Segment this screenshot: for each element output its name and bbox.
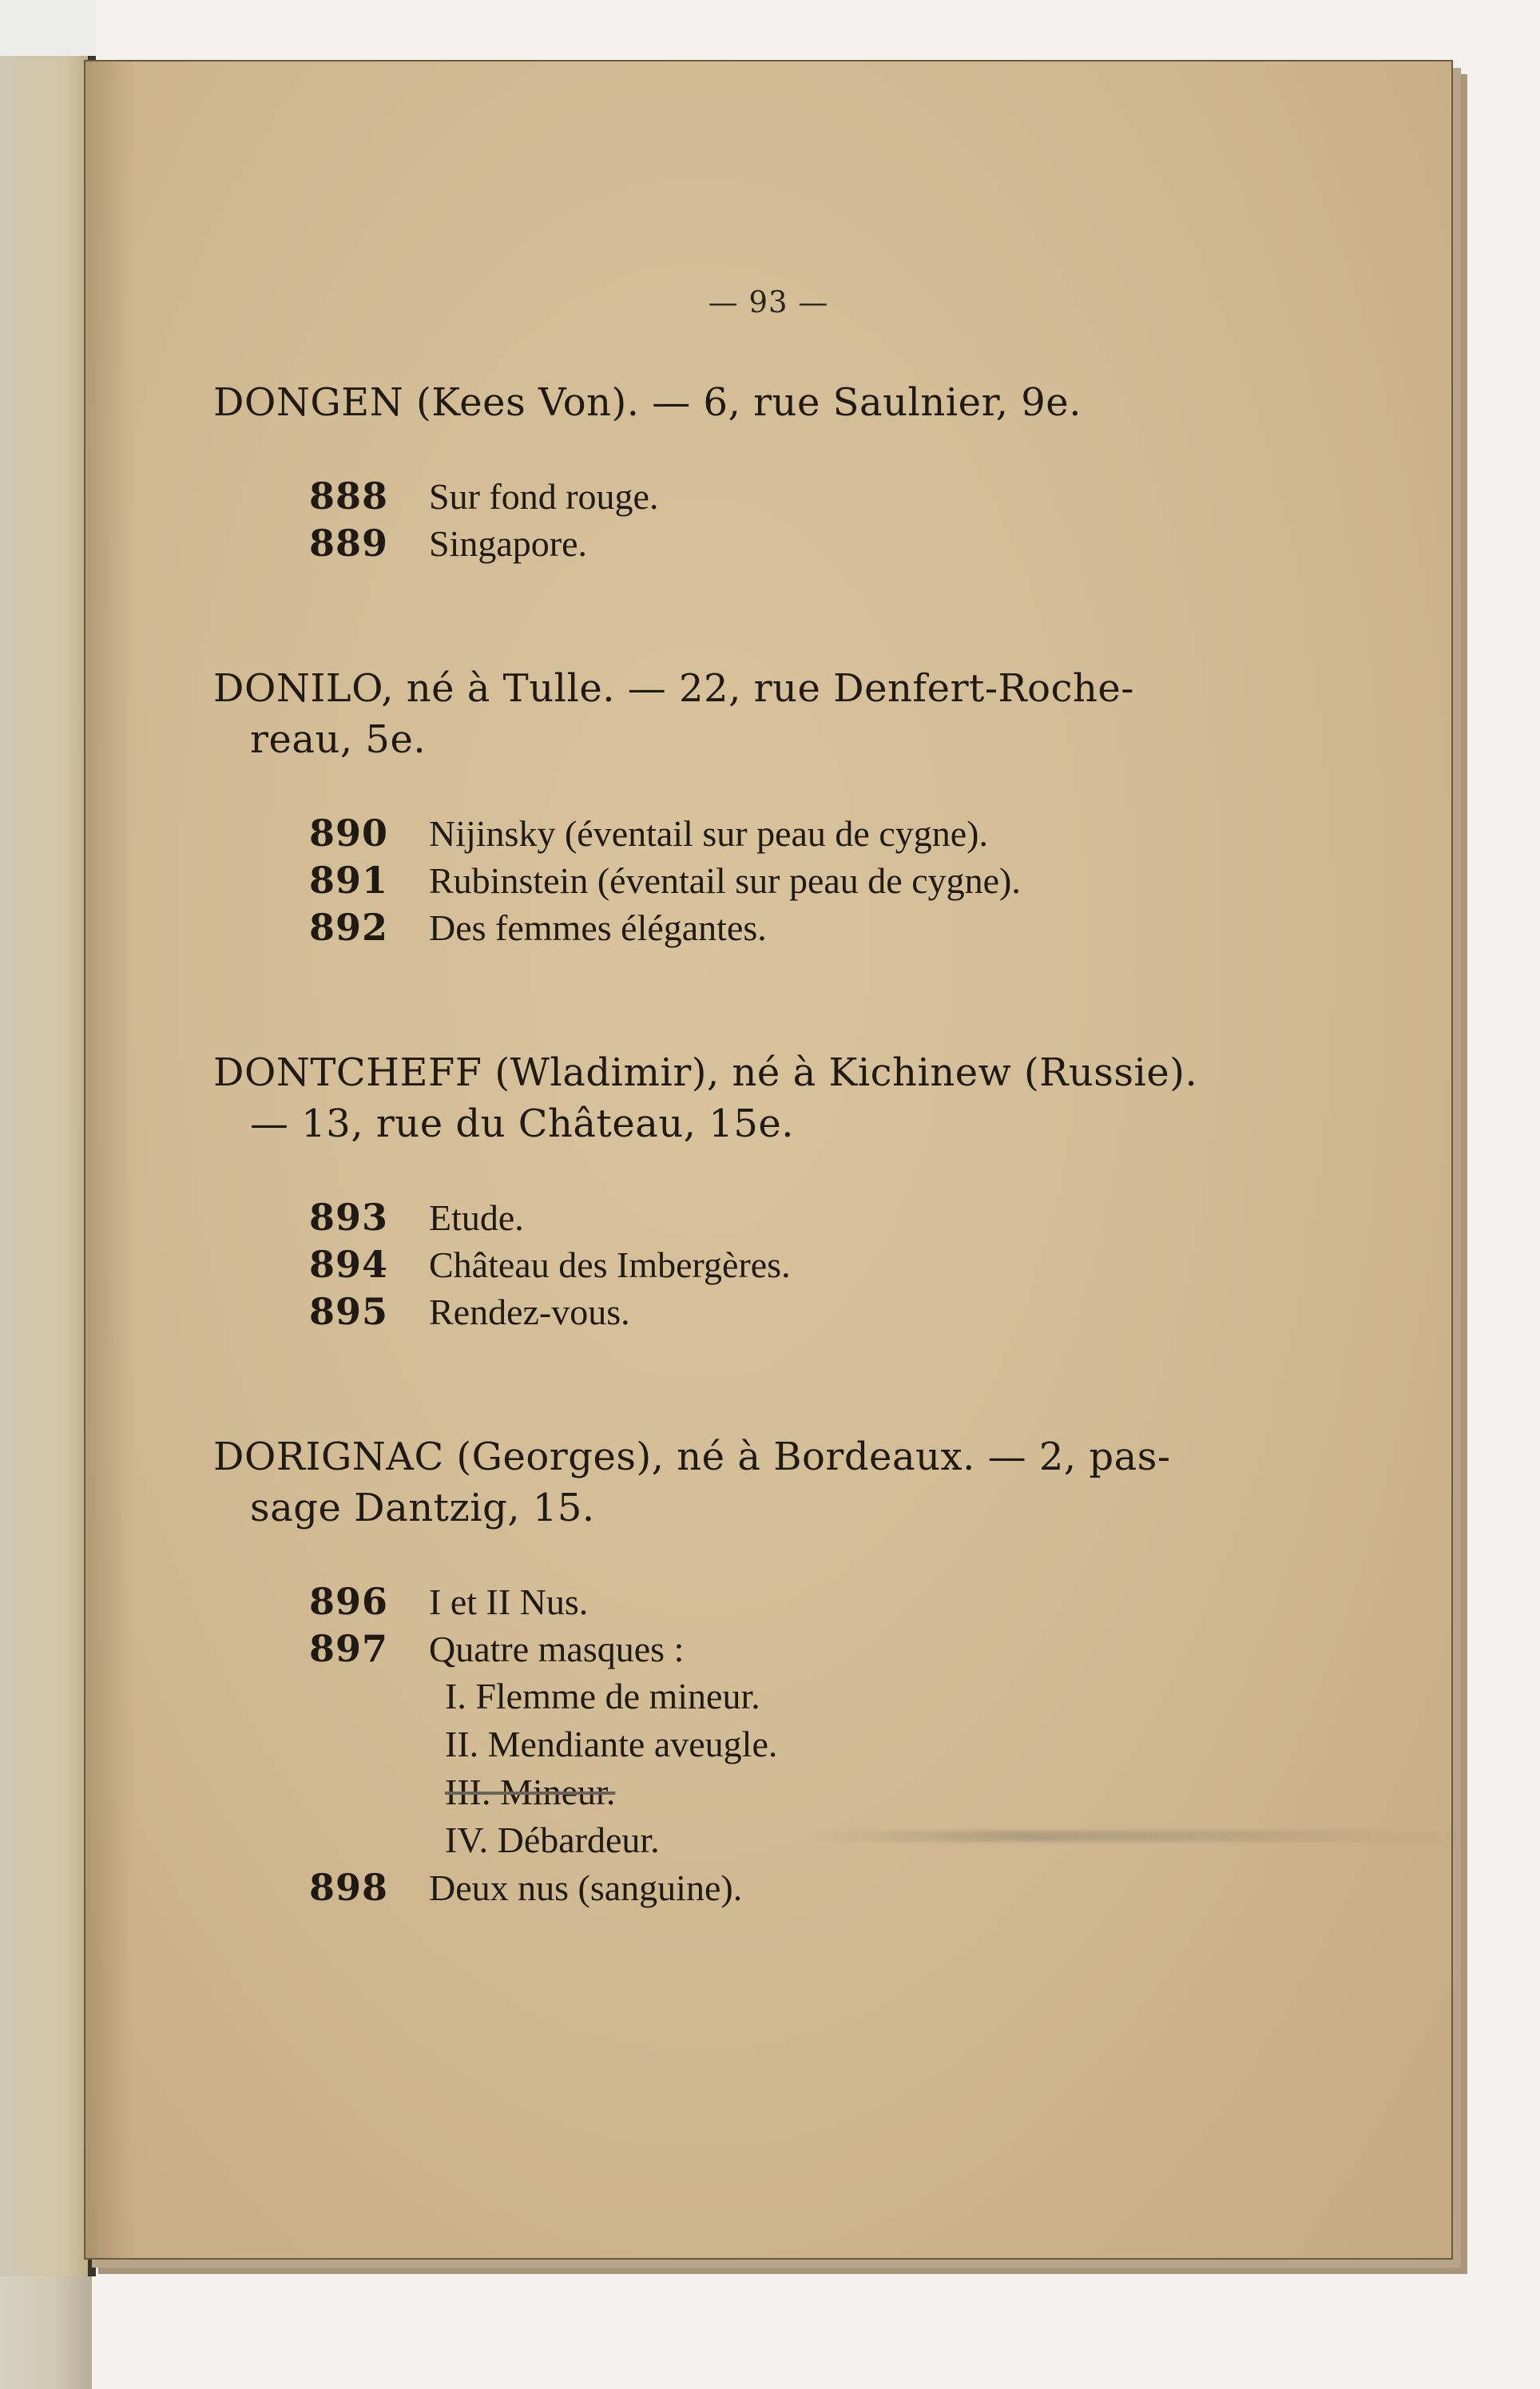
work-title: Deux nus (sanguine).	[429, 1867, 743, 1908]
page-number: — 93 —	[708, 285, 829, 319]
work-row	[309, 1578, 1284, 1625]
work-title: Château des Imbergères.	[429, 1244, 791, 1285]
work-number: 890	[309, 812, 389, 855]
work-title: Singapore.	[429, 523, 588, 564]
work-number: 898	[309, 1866, 389, 1909]
work-number: 889	[309, 522, 389, 565]
works-list	[309, 810, 1284, 951]
spine-strip	[0, 56, 96, 2276]
sub-item: IV. Débardeur.	[445, 1820, 660, 1860]
sub-item: I. Flemme de mineur.	[445, 1676, 760, 1716]
artist-heading	[213, 377, 1284, 428]
sub-item: II. Mendiante aveugle.	[445, 1724, 778, 1764]
artist-line: DORIGNAC (Georges), né à Bordeaux. — 2, pas-	[213, 1435, 1171, 1479]
work-number: 892	[309, 906, 389, 949]
work-title: Rendez-vous.	[429, 1292, 630, 1332]
work-row	[309, 1288, 1284, 1335]
catalog-content	[213, 377, 1284, 1911]
work-number: 891	[309, 859, 389, 902]
ink-smudge	[804, 1831, 1459, 1842]
work-row	[309, 1864, 1284, 1911]
artist-heading	[213, 1047, 1284, 1149]
works-list	[309, 1194, 1284, 1335]
work-number: 888	[309, 474, 389, 518]
work-title: Sur fond rouge.	[429, 476, 659, 517]
work-row	[309, 810, 1284, 857]
cover-edge	[0, 0, 96, 64]
work-title: Rubinstein (éventail sur peau de cygne).	[429, 860, 1021, 901]
artist-line-cont: reau, 5e.	[250, 717, 427, 762]
artist-entry	[213, 377, 1284, 567]
work-number: 897	[309, 1627, 389, 1670]
work-row	[309, 520, 1284, 567]
artist-heading	[213, 663, 1284, 765]
work-row	[309, 1625, 1284, 1673]
artist-entry	[213, 1047, 1284, 1335]
artist-line: DONGEN (Kees Von). — 6, rue Saulnier, 9e.	[213, 380, 1082, 425]
work-row	[309, 1241, 1284, 1288]
artist-heading	[213, 1431, 1284, 1534]
work-title: Quatre masques :	[429, 1629, 685, 1669]
artist-line-cont: — 13, rue du Château, 15e.	[250, 1101, 795, 1146]
artist-line-cont: sage Dantzig, 15.	[250, 1486, 595, 1530]
work-row	[309, 857, 1284, 904]
artist-line: DONILO, né à Tulle. — 22, rue Denfert-Roche-	[213, 666, 1134, 711]
work-number: 895	[309, 1290, 389, 1333]
artist-entry	[213, 663, 1284, 951]
works-list	[309, 473, 1284, 567]
catalog-page	[84, 60, 1453, 2260]
sub-item: III. Mineur.	[445, 1772, 616, 1812]
works-list	[309, 1578, 1284, 1911]
work-number: 893	[309, 1196, 389, 1239]
work-number: 894	[309, 1243, 389, 1286]
work-title: I et II Nus.	[429, 1581, 589, 1622]
gutter-shadow	[85, 62, 133, 2258]
work-title: Nijinsky (éventail sur peau de cygne).	[429, 813, 988, 854]
work-row	[309, 473, 1284, 520]
artist-line: DONTCHEFF (Wladimir), né à Kichinew (Russie).	[213, 1050, 1198, 1095]
work-number: 896	[309, 1580, 389, 1623]
work-row	[309, 904, 1284, 951]
work-title: Des femmes élégantes.	[429, 907, 767, 948]
work-title: Etude.	[429, 1197, 524, 1238]
work-row	[309, 1194, 1284, 1241]
